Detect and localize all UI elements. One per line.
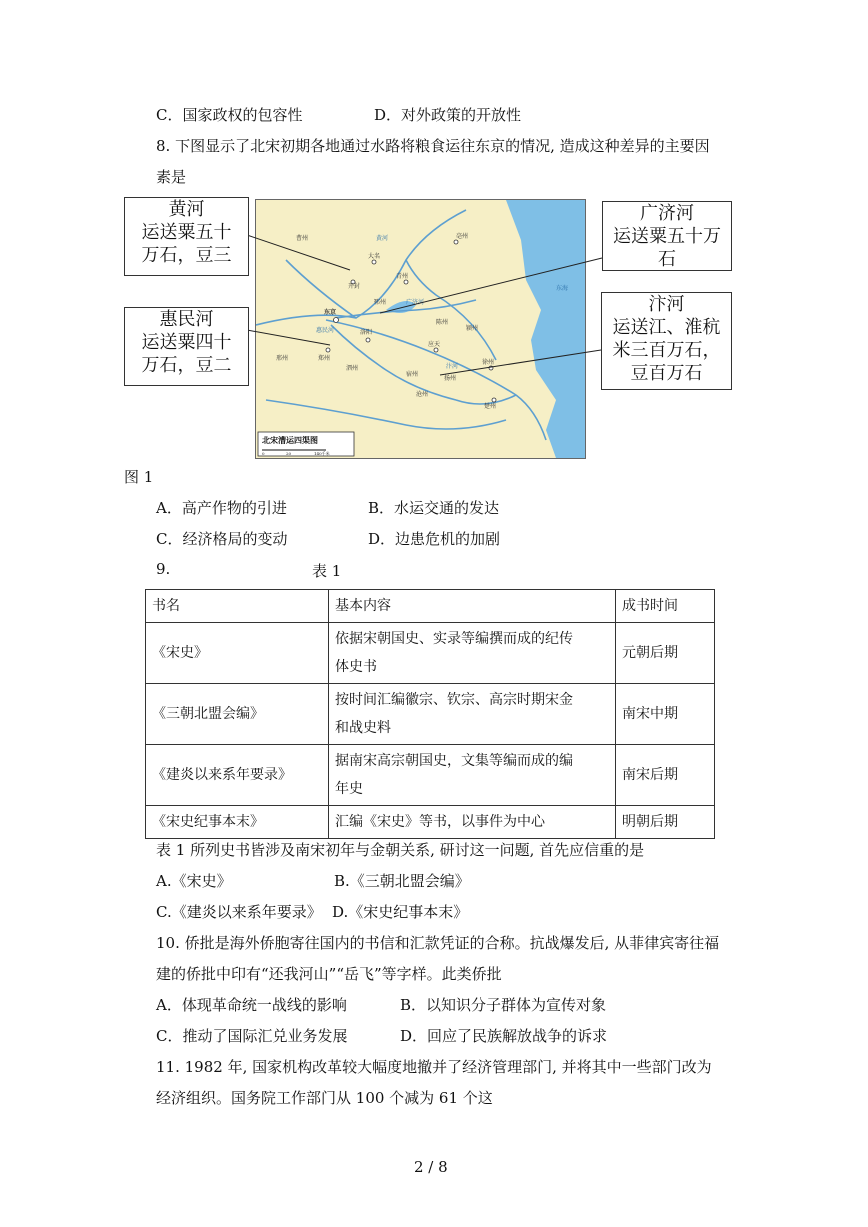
q9-stem: 表 1 所列史书皆涉及南宋初年与金朝关系, 研讨这一问题, 首先应信重的是 [156,841,645,859]
q8-stem-line2: 素是 [156,168,187,186]
marker-yunzhou [404,280,408,284]
river-lines [256,210,546,440]
table-cell-content-l1: 依据宋朝国史、实录等编撰而成的纪传 [335,631,573,647]
table-row [146,806,715,839]
q9-option-c: C.《建炎以来系年要录》 [156,903,322,921]
q8-option-d: D．边患危机的加剧 [368,530,501,548]
callout-guangjihe-line2: 石 [658,249,676,270]
canal-map-drawing [256,200,585,458]
callout-bianhe-line2: 米三百万石， [612,340,721,361]
map-place-label: 陈州 [436,319,449,326]
table-header-row [146,590,715,623]
map-water-label: 汴河 [446,363,459,370]
table-cell-content-l1: 据南宋高宗朝国史，文集等编而成的编 [335,753,573,769]
huimin-river-line [331,325,459,400]
q9-book-table [145,589,715,839]
q8-stem-line1: 8. 下图显示了北宋初期各地通过水路将粮食运往东京的情况, 造成这种差异的主要因 [156,137,710,155]
map-place-label: 沧州 [416,391,429,398]
canal-map [255,199,586,459]
map-place-label: 大名 [368,253,381,260]
marker-yangzhou [492,398,496,402]
table-header-time: 成书时间 [616,590,715,623]
marker-daming [372,260,376,264]
map-place-label: 徐州 [482,359,495,366]
table-cell-time: 明朝后期 [616,806,715,839]
table-row [146,745,715,806]
map-place-label: 宿州 [406,371,419,378]
map-title: 北宋漕运四渠图 [262,436,318,445]
map-place-label: 青州 [396,273,409,280]
map-place-label: 亳州 [456,233,469,240]
q7-option-d: D．对外政策的开放性 [374,106,522,124]
q7-option-c: C．国家政权的包容性 [156,106,303,124]
q9-option-a: A.《宋史》 [156,872,232,890]
q8-option-c: C．经济格局的变动 [156,530,288,548]
table-cell-content [329,745,616,806]
page-number: 2 / 8 [414,1158,448,1176]
callout-huanghe-line1: 运送粟五十 [141,222,232,243]
map-place-label: 东京 [324,309,337,316]
table-row [146,684,715,745]
callout-huanghe-line2: 万石，豆三 [141,245,232,266]
table-header-content: 基本内容 [329,590,616,623]
bian-river-line [326,320,546,440]
huai-river-line [266,400,506,429]
q8-option-a: A．高产作物的引进 [156,499,287,517]
q9-option-b: B.《三朝北盟会编》 [334,872,470,890]
map-place-label: 郑州 [318,355,331,362]
callout-bianhe-line3: 豆百万石 [630,363,703,384]
table-cell-content-l2: 体史书 [335,659,377,675]
table-cell-time: 南宋后期 [616,745,715,806]
callout-huiminhe [124,307,249,386]
table-row [146,623,715,684]
table-cell-content-l2: 和战史料 [335,720,391,736]
map-place-label: 洛阳 [360,329,373,336]
marker-qingzhou [454,240,458,244]
q9-option-d: D.《宋史纪事本末》 [332,903,469,921]
callout-bianhe [601,292,732,390]
map-place-label: 扬州 [444,375,457,382]
map-water-label: 黄河 [376,235,389,242]
q10-option-d: D．回应了民族解放战争的诉求 [400,1027,608,1045]
marker-xuzhou [434,348,438,352]
table-cell-content [329,623,616,684]
map-water-label: 惠民河 [316,327,335,334]
table-cell-content-l2: 年史 [335,781,363,797]
map-scale-140: 140千米 [314,451,330,456]
table-cell-name: 《三朝北盟会编》 [146,684,329,745]
table-cell-content [329,684,616,745]
q9-table-title: 表 1 [312,562,342,580]
map-place-label: 颍州 [466,325,479,332]
q10-stem-line1: 10. 侨批是海外侨胞寄往国内的书信和汇款凭证的合称。抗战爆发后, 从菲律宾寄往福 [156,934,720,952]
table-cell-time: 元朝后期 [616,623,715,684]
callout-guangjihe-line1: 运送粟五十万 [613,226,721,247]
table-header-name: 书名 [146,590,329,623]
figure-label: 图 1 [124,468,154,486]
q8-option-b: B．水运交通的发达 [368,499,500,517]
map-scale-20: 20 [286,451,292,456]
q11-stem-line1: 11. 1982 年, 国家机构改革较大幅度地撤并了经济管理部门, 并将其中一些部门改为 [156,1058,712,1076]
callout-huanghe [124,197,249,276]
map-place-label: 曹州 [296,235,309,242]
callout-guangjihe [602,201,732,271]
table-cell-content-l1: 按时间汇编徽宗、钦宗、高宗时期宋金 [335,692,573,708]
callout-bianhe-title: 汴河 [648,294,685,315]
map-place-label: 应天 [428,341,441,348]
branch-river-line-2 [286,260,356,318]
q11-stem-line2: 经济组织。国务院工作部门从 100 个减为 61 个这 [156,1089,493,1107]
table-cell-content: 汇编《宋史》等书，以事件为中心 [329,806,616,839]
callout-huanghe-title: 黄河 [168,199,205,220]
callout-bianhe-line1: 运送江、淮秔 [612,317,721,338]
marker-zhengzhou [326,348,330,352]
sea-area [506,200,585,458]
q10-stem-line2: 建的侨批中印有“还我河山”“岳飞”等字样。此类侨批 [156,965,502,983]
callout-huiminhe-line2: 万石，豆二 [141,355,232,376]
callout-guangjihe-title: 广济河 [640,203,694,224]
table-cell-name: 《宋史纪事本末》 [146,806,329,839]
map-scale-0: 0 [262,451,265,456]
marker-dongjing [334,318,339,323]
marker-yingtian [366,338,370,342]
q10-option-b: B．以知识分子群体为宣传对象 [400,996,607,1014]
map-place-label: 邢州 [276,355,289,362]
table-cell-name: 《宋史》 [146,623,329,684]
table-cell-name: 《建炎以来系年要录》 [146,745,329,806]
q10-option-a: A．体现革命统一战线的影响 [156,996,347,1014]
marker-chuzhou [489,366,493,370]
q10-option-c: C．推动了国际汇兑业务发展 [156,1027,348,1045]
table-cell-time: 南宋中期 [616,684,715,745]
map-water-label: 广济河 [406,299,425,306]
map-place-label: 开封 [348,283,361,290]
map-place-label: 楚州 [484,403,497,410]
callout-huiminhe-title: 惠民河 [159,309,214,330]
map-water-label: 东海 [556,285,569,292]
q9-number: 9. [156,560,171,578]
map-place-label: 郓州 [374,299,387,306]
map-place-label: 泗州 [346,365,359,372]
callout-huiminhe-line1: 运送粟四十 [141,332,232,353]
